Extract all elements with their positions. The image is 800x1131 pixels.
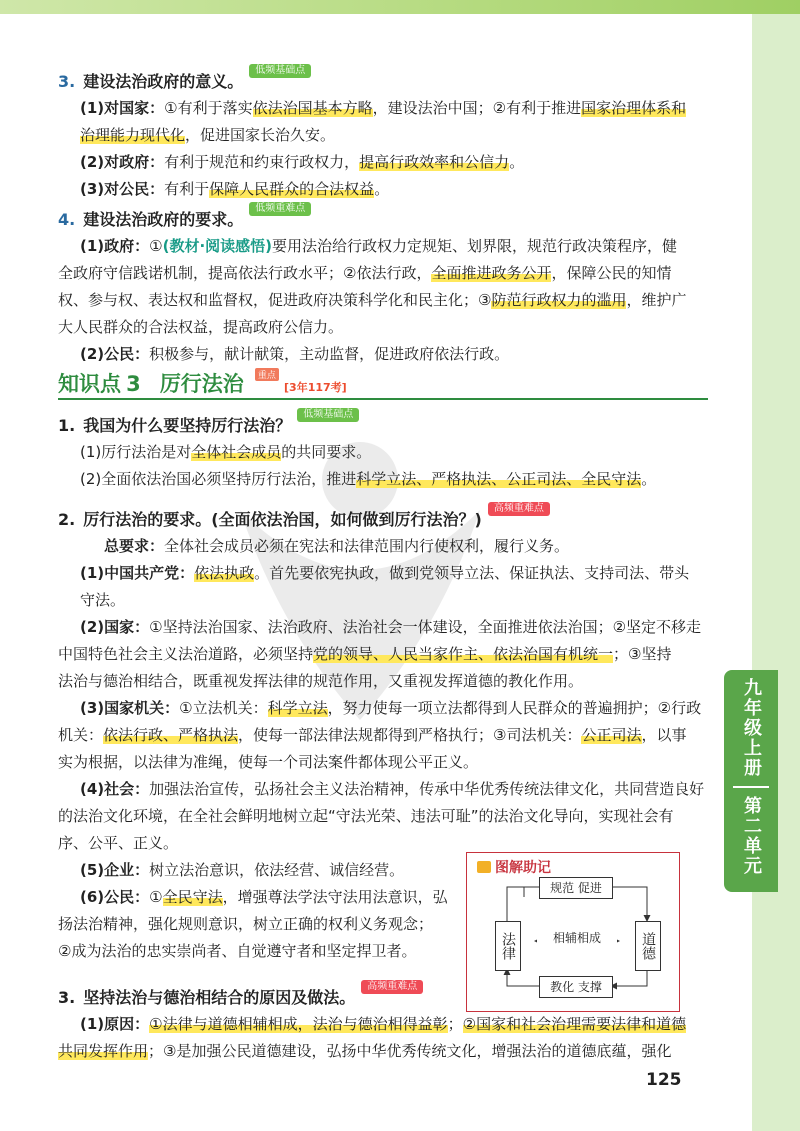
frequency-badge: 高频重难点 <box>488 502 550 516</box>
paragraph: 序、公平、正义。 <box>58 834 179 852</box>
side-margin <box>752 14 800 1131</box>
frequency-badge: 低频基础点 <box>249 64 311 78</box>
diagram-bottom-box: 教化 支撑 <box>539 976 613 998</box>
paragraph: 中国特色社会主义法治道路，必须坚持党的领导、人民当家作主、依法治国有机统一；③坚持 <box>58 645 672 663</box>
section-why-rule-of-law <box>58 409 713 493</box>
question-title: 厉行法治的要求。(全面依法治国，如何做到厉行法治？) <box>83 510 482 529</box>
paragraph: 机关：依法行政、严格执法，使每一部法律法规都得到严格执行；③司法机关：公正司法，以事 <box>58 726 687 744</box>
question-heading <box>58 409 713 439</box>
question-heading <box>58 503 713 533</box>
paragraph: (4)社会：加强法治宣传，弘扬社会主义法治精神，传承中华优秀传统法律文化，共同营造良好 <box>80 780 705 798</box>
question-number: 3. <box>58 72 76 91</box>
paragraph: (5)企业：树立法治意识，依法经营、诚信经营。 <box>80 861 405 879</box>
unit-label: 第二单元 <box>741 796 762 876</box>
side-tab-divider <box>733 786 769 788</box>
paragraph: (2)全面依法治国必须坚持厉行法治，推进科学立法、严格执法、公正司法、全民守法。 <box>80 470 657 488</box>
side-tab <box>724 670 778 892</box>
diagram-top-box: 规范 促进 <box>539 877 613 899</box>
page-number: 125 <box>646 1070 682 1090</box>
paragraph: 大人民群众的合法权益，提高政府公信力。 <box>58 318 344 336</box>
paragraph: (2)对政府：有利于规范和约束行政权力，提高行政效率和公信力。 <box>80 153 525 171</box>
frequency-badge: 低频基础点 <box>297 408 359 422</box>
exam-frequency: [3年117考] <box>284 381 347 394</box>
knowledge-point-title <box>58 368 708 400</box>
paragraph: (1)对国家：①有利于落实依法治国基本方略，建设法治中国；②有利于推进国家治理体系和 <box>80 99 687 117</box>
paragraph: 的法治文化环境，在全社会鲜明地树立起“守法光荣、违法可耻”的法治文化导向，实现社会有 <box>58 807 674 825</box>
section-gov-meaning <box>58 65 713 203</box>
paragraph: (1)政府：①(教材·阅读感悟)要用法治给行政权力定规矩、划界限，规范行政决策程序，健 <box>80 237 678 255</box>
question-number: 1. <box>58 416 76 435</box>
frequency-badge: 低频重难点 <box>249 202 311 216</box>
kp-number: 3 <box>126 372 141 396</box>
grade-label: 九年级上册 <box>741 678 762 778</box>
paragraph: (3)国家机关：①立法机关：科学立法，努力使每一项立法都得到人民群众的普遍拥护；②行政 <box>80 699 702 717</box>
question-title: 我国为什么要坚持厉行法治？ <box>83 416 292 435</box>
paragraph: 总要求：全体社会成员必须在宪法和法律范围内行使权利，履行义务。 <box>104 537 570 555</box>
paragraph: 权、参与权、表达权和监督权，促进政府决策科学化和民主化；③防范行政权力的滥用，维护广 <box>58 291 687 309</box>
section-gov-requirements <box>58 203 713 368</box>
paragraph: 共同发挥作用；③是加强公民道德建设，弘扬中华优秀传统文化，增强法治的道德底蕴，强化 <box>58 1042 672 1060</box>
paragraph: (1)中国共产党：依法执政。首先要依宪执政，做到党领导立法、保证执法、支持司法、带头 <box>80 564 690 582</box>
paragraph: (6)公民：①全民守法，增强尊法学法守法用法意识，弘 <box>80 888 448 906</box>
question-number: 2. <box>58 510 76 529</box>
kp-prefix: 知识点 <box>58 372 121 396</box>
diagram-law-box: 法律 <box>495 921 521 971</box>
diagram-center-label: 相辅相成 <box>537 929 617 946</box>
paragraph: 扬法治精神，强化规则意识，树立正确的权利义务观念； <box>58 915 434 933</box>
paragraph: (3)对公民：有利于保障人民群众的合法权益。 <box>80 180 390 198</box>
question-heading <box>58 203 713 233</box>
paragraph: (2)国家：①坚持法治国家、法治政府、法治社会一体建设，全面推进依法治国；②坚定不移走 <box>80 618 702 636</box>
paragraph: 全政府守信践诺机制，提高依法行政水平；②依法行政，全面推进政务公开，保障公民的知情 <box>58 264 672 282</box>
paragraph: (1)厉行法治是对全体社会成员的共同要求。 <box>80 443 372 461</box>
diagram-morality-box: 道德 <box>635 921 661 971</box>
question-number: 3. <box>58 988 76 1007</box>
paragraph: 法治与德治相结合，既重视发挥法律的规范作用，又重视发挥道德的教化作用。 <box>58 672 584 690</box>
paragraph: ②成为法治的忠实崇尚者、自觉遵守者和坚定捍卫者。 <box>58 942 417 960</box>
question-title: 建设法治政府的意义。 <box>83 72 244 91</box>
question-title: 坚持法治与德治相结合的原因及做法。 <box>83 988 356 1007</box>
kp-tag: 重点 <box>255 368 279 381</box>
top-bar <box>0 0 800 14</box>
paragraph: 治理能力现代化，促进国家长治久安。 <box>80 126 336 144</box>
paragraph: 守法。 <box>80 591 126 609</box>
paragraph: 实为根据，以法律为准绳，使每一个司法案件都体现公平正义。 <box>58 753 479 771</box>
question-number: 4. <box>58 210 76 229</box>
frequency-badge: 高频重难点 <box>361 980 423 994</box>
kp-title-text: 厉行法治 <box>159 372 244 396</box>
paragraph: (2)公民：积极参与，献计献策，主动监督，促进政府依法行政。 <box>80 345 510 363</box>
question-title: 建设法治政府的要求。 <box>83 210 244 229</box>
mnemonic-diagram <box>466 852 680 1012</box>
paragraph: (1)原因：①法律与道德相辅相成，法治与德治相得益彰；②国家和社会治理需要法律和道德 <box>80 1015 687 1033</box>
diagram-title: 图解助记 <box>477 857 551 877</box>
question-heading <box>58 65 713 95</box>
